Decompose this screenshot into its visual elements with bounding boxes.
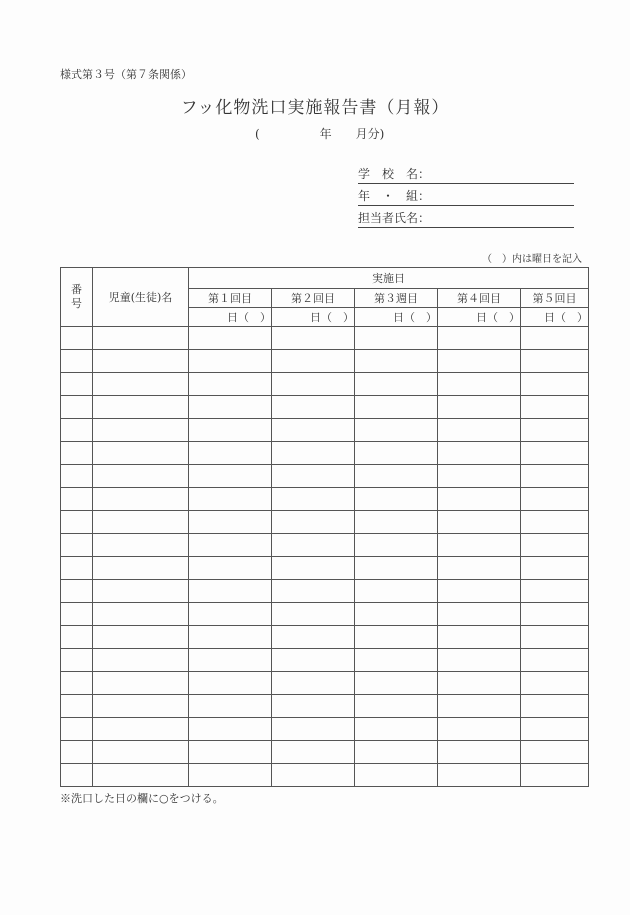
mark-cell[interactable] (438, 649, 521, 672)
mark-cell[interactable] (355, 488, 438, 511)
mark-cell[interactable] (355, 603, 438, 626)
mark-cell[interactable] (521, 373, 589, 396)
mark-cell[interactable] (272, 557, 355, 580)
report-table (60, 267, 589, 787)
mark-cell[interactable] (189, 580, 272, 603)
table-row (61, 327, 589, 350)
mark-cell[interactable] (438, 396, 521, 419)
mark-cell[interactable] (438, 695, 521, 718)
date-cell-5[interactable]: 日（ ） (521, 308, 589, 327)
mark-cell[interactable] (189, 695, 272, 718)
mark-cell[interactable] (438, 373, 521, 396)
mark-cell[interactable] (355, 373, 438, 396)
mark-cell[interactable] (521, 580, 589, 603)
name-cell[interactable] (93, 695, 189, 718)
mark-cell[interactable] (272, 511, 355, 534)
mark-cell[interactable] (438, 741, 521, 764)
number-cell[interactable] (61, 626, 93, 649)
mark-cell[interactable] (521, 465, 589, 488)
mark-cell[interactable] (189, 511, 272, 534)
mark-cell[interactable] (438, 603, 521, 626)
mark-cell[interactable] (272, 350, 355, 373)
mark-cell[interactable] (438, 580, 521, 603)
mark-cell[interactable] (438, 626, 521, 649)
mark-cell[interactable] (189, 350, 272, 373)
table-row (61, 396, 589, 419)
mark-cell[interactable] (272, 442, 355, 465)
mark-cell[interactable] (355, 465, 438, 488)
mark-cell[interactable] (355, 718, 438, 741)
mark-cell[interactable] (355, 626, 438, 649)
grade-class-field[interactable]: 年 ・ 組： (358, 188, 574, 206)
table-row (61, 718, 589, 741)
mark-cell[interactable] (355, 649, 438, 672)
mark-cell[interactable] (521, 419, 589, 442)
mark-cell[interactable] (521, 672, 589, 695)
name-cell[interactable] (93, 557, 189, 580)
mark-cell[interactable] (438, 764, 521, 787)
header-session-2: 第２回目 (272, 289, 355, 308)
mark-cell[interactable] (521, 488, 589, 511)
weekday-note: （ ）内は曜日を記入 (482, 254, 582, 265)
mark-cell[interactable] (355, 419, 438, 442)
mark-cell[interactable] (272, 603, 355, 626)
table-row (61, 741, 589, 764)
mark-cell[interactable] (521, 649, 589, 672)
number-cell[interactable] (61, 442, 93, 465)
mark-cell[interactable] (272, 327, 355, 350)
mark-cell[interactable] (521, 557, 589, 580)
table-row (61, 580, 589, 603)
number-cell[interactable] (61, 396, 93, 419)
date-cell-3[interactable]: 日（ ） (355, 308, 438, 327)
mark-cell[interactable] (438, 534, 521, 557)
mark-cell[interactable] (272, 488, 355, 511)
mark-cell[interactable] (438, 488, 521, 511)
mark-cell[interactable] (355, 511, 438, 534)
table-row (61, 511, 589, 534)
mark-cell[interactable] (521, 350, 589, 373)
name-cell[interactable] (93, 534, 189, 557)
mark-cell[interactable] (355, 350, 438, 373)
mark-cell[interactable] (189, 557, 272, 580)
name-cell[interactable] (93, 373, 189, 396)
mark-cell[interactable] (521, 511, 589, 534)
name-cell[interactable] (93, 580, 189, 603)
mark-cell[interactable] (521, 695, 589, 718)
mark-cell[interactable] (355, 580, 438, 603)
mark-cell[interactable] (189, 465, 272, 488)
name-cell[interactable] (93, 741, 189, 764)
number-cell[interactable] (61, 603, 93, 626)
mark-cell[interactable] (272, 580, 355, 603)
mark-cell[interactable] (272, 695, 355, 718)
header-session-4: 第４回目 (438, 289, 521, 308)
mark-cell[interactable] (438, 672, 521, 695)
mark-cell[interactable] (189, 672, 272, 695)
mark-cell[interactable] (355, 741, 438, 764)
name-cell[interactable] (93, 511, 189, 534)
mark-cell[interactable] (521, 327, 589, 350)
name-cell[interactable] (93, 350, 189, 373)
name-cell[interactable] (93, 603, 189, 626)
school-name-field[interactable]: 学 校 名： (358, 166, 574, 184)
number-cell[interactable] (61, 419, 93, 442)
form-number: 様式第３号（第７条関係） (60, 68, 192, 81)
mark-cell[interactable] (189, 327, 272, 350)
name-cell[interactable] (93, 442, 189, 465)
number-cell[interactable] (61, 511, 93, 534)
mark-cell[interactable] (355, 695, 438, 718)
header-session-5: 第５回目 (521, 289, 589, 308)
table-row (61, 649, 589, 672)
mark-cell[interactable] (438, 419, 521, 442)
mark-cell[interactable] (272, 626, 355, 649)
number-cell[interactable] (61, 327, 93, 350)
mark-cell[interactable] (272, 672, 355, 695)
footer-note: ※洗口した日の欄に○をつける。 (60, 792, 224, 805)
mark-cell[interactable] (438, 718, 521, 741)
mark-cell[interactable] (438, 327, 521, 350)
name-cell[interactable] (93, 626, 189, 649)
person-in-charge-field[interactable]: 担当者氏名： (358, 210, 574, 228)
number-cell[interactable] (61, 557, 93, 580)
table-row (61, 695, 589, 718)
table-row (61, 488, 589, 511)
mark-cell[interactable] (189, 649, 272, 672)
mark-cell[interactable] (272, 649, 355, 672)
mark-cell[interactable] (438, 511, 521, 534)
mark-cell[interactable] (189, 488, 272, 511)
mark-cell[interactable] (521, 603, 589, 626)
mark-cell[interactable] (189, 419, 272, 442)
mark-cell[interactable] (189, 534, 272, 557)
mark-cell[interactable] (521, 626, 589, 649)
mark-cell[interactable] (189, 373, 272, 396)
mark-cell[interactable] (521, 396, 589, 419)
date-cell-2[interactable]: 日（ ） (272, 308, 355, 327)
number-cell[interactable] (61, 488, 93, 511)
mark-cell[interactable] (521, 741, 589, 764)
mark-cell[interactable] (438, 465, 521, 488)
mark-cell[interactable] (521, 534, 589, 557)
mark-cell[interactable] (272, 396, 355, 419)
mark-cell[interactable] (189, 718, 272, 741)
number-cell[interactable] (61, 534, 93, 557)
table-row (61, 557, 589, 580)
header-implementation-date: 実施日 (189, 268, 589, 289)
mark-cell[interactable] (272, 534, 355, 557)
mark-cell[interactable] (355, 442, 438, 465)
header-number: 番 号 (61, 268, 93, 327)
mark-cell[interactable] (355, 672, 438, 695)
mark-cell[interactable] (272, 465, 355, 488)
mark-cell[interactable] (355, 557, 438, 580)
mark-cell[interactable] (189, 626, 272, 649)
mark-cell[interactable] (189, 603, 272, 626)
mark-cell[interactable] (521, 718, 589, 741)
name-cell[interactable] (93, 649, 189, 672)
number-cell[interactable] (61, 350, 93, 373)
number-cell[interactable] (61, 741, 93, 764)
table-row (61, 534, 589, 557)
number-cell[interactable] (61, 718, 93, 741)
document-title: フッ化物洗口実施報告書（月報） (180, 98, 450, 118)
mark-cell[interactable] (521, 764, 589, 787)
mark-cell[interactable] (355, 534, 438, 557)
number-cell[interactable] (61, 695, 93, 718)
mark-cell[interactable] (438, 442, 521, 465)
table-row (61, 603, 589, 626)
report-period: ( 年 月分) (255, 127, 385, 141)
name-cell[interactable] (93, 465, 189, 488)
name-cell[interactable] (93, 488, 189, 511)
name-cell[interactable] (93, 327, 189, 350)
mark-cell[interactable] (272, 373, 355, 396)
mark-cell[interactable] (189, 396, 272, 419)
table-row (61, 373, 589, 396)
mark-cell[interactable] (189, 764, 272, 787)
number-cell[interactable] (61, 649, 93, 672)
mark-cell[interactable] (272, 741, 355, 764)
number-cell[interactable] (61, 764, 93, 787)
mark-cell[interactable] (521, 442, 589, 465)
name-cell[interactable] (93, 718, 189, 741)
mark-cell[interactable] (438, 557, 521, 580)
name-cell[interactable] (93, 419, 189, 442)
mark-cell[interactable] (355, 764, 438, 787)
mark-cell[interactable] (272, 764, 355, 787)
number-cell[interactable] (61, 465, 93, 488)
table-row (61, 350, 589, 373)
mark-cell[interactable] (355, 396, 438, 419)
header-student-name: 児童(生徒)名 (93, 268, 189, 327)
table-row (61, 442, 589, 465)
table-row (61, 419, 589, 442)
number-cell[interactable] (61, 580, 93, 603)
date-cell-4[interactable]: 日（ ） (438, 308, 521, 327)
table-row (61, 465, 589, 488)
number-cell[interactable] (61, 672, 93, 695)
table-row (61, 672, 589, 695)
name-cell[interactable] (93, 672, 189, 695)
table-row (61, 626, 589, 649)
header-session-3: 第３週目 (355, 289, 438, 308)
number-cell[interactable] (61, 373, 93, 396)
date-cell-1[interactable]: 日（ ） (189, 308, 272, 327)
header-session-1: 第１回目 (189, 289, 272, 308)
mark-cell[interactable] (189, 442, 272, 465)
mark-cell[interactable] (438, 350, 521, 373)
mark-cell[interactable] (272, 718, 355, 741)
name-cell[interactable] (93, 764, 189, 787)
name-cell[interactable] (93, 396, 189, 419)
mark-cell[interactable] (272, 419, 355, 442)
mark-cell[interactable] (355, 327, 438, 350)
table-row (61, 764, 589, 787)
mark-cell[interactable] (189, 741, 272, 764)
